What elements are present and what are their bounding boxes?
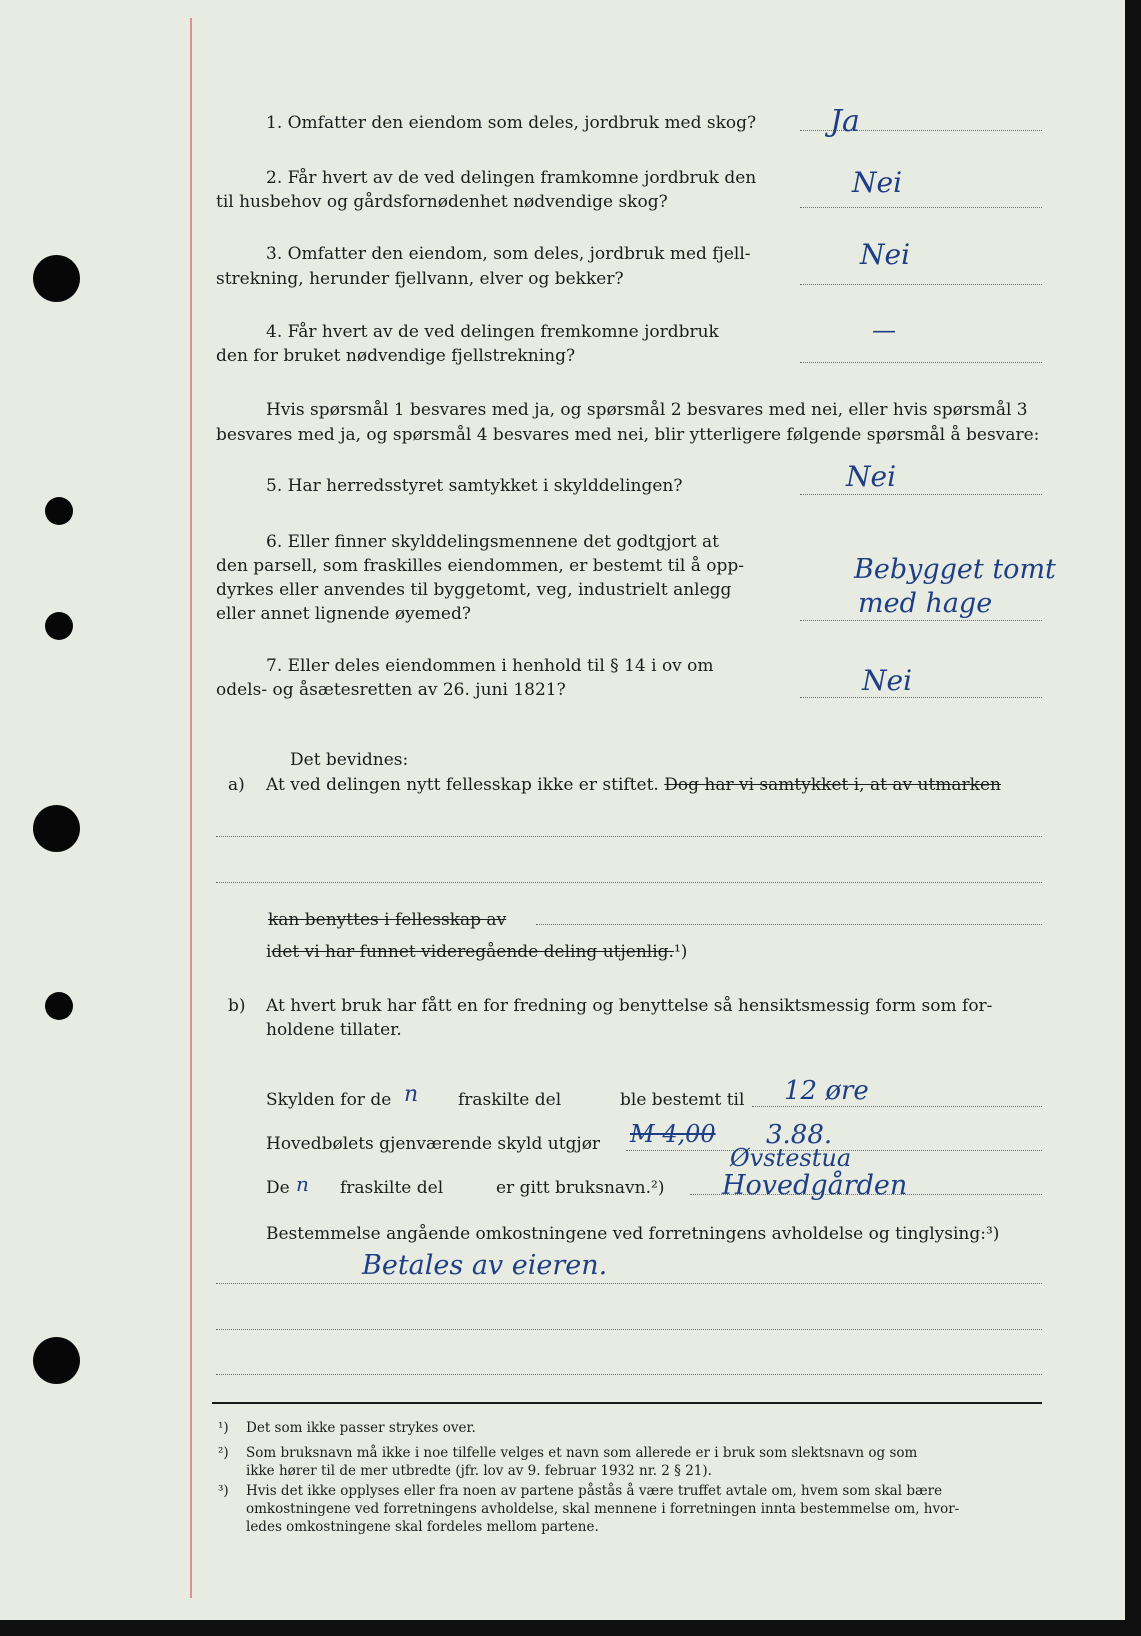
conditional-intro-line-1: Hvis spørsmål 1 besvares med ja, og spørsmål 2 besvares med nei, eller hvis spørsmål 3 (266, 400, 1028, 420)
footnote-rule (212, 1402, 1042, 1404)
answer-line (800, 494, 1042, 495)
answer-2: Nei (852, 166, 903, 199)
struck-fellesskap-line: kan benyttes i fellesskap av (268, 910, 507, 930)
question-2-line-1: 2. Får hvert av de ved delingen framkomne jordbruk den (266, 168, 757, 188)
footnote-2-line-1: Som bruksnavn må ikke i noe tilfelle velges et navn som allerede er i bruk som slektsnavn og som (246, 1445, 918, 1461)
bruksnavn-value: Hovedgården (722, 1170, 908, 1201)
answer-line (800, 207, 1042, 208)
attest-line-2-struck: det vi har funnet videregående deling utjenlig. (271, 942, 674, 962)
skyld-line-1-c: ble bestemt til (620, 1090, 745, 1110)
answer-4: — (872, 316, 896, 344)
punch-hole (33, 255, 80, 302)
answer-7: Nei (862, 664, 913, 697)
attest-a-label: a) (228, 775, 245, 795)
question-3-line-2: strekning, herunder fjellvann, elver og bekker? (216, 269, 624, 289)
bestemmelse-value: Betales av eieren. (362, 1250, 608, 1281)
answer-1: Ja (830, 104, 860, 139)
punch-hole (33, 1337, 80, 1384)
footnote-2-line-2: ikke hører til de mer utbredte (jfr. lov av 9. februar 1932 nr. 2 § 21). (246, 1463, 712, 1479)
question-6-line-3: dyrkes eller anvendes til byggetomt, veg, industrielt anlegg (216, 580, 732, 600)
footnote-1-mark: ¹) (218, 1420, 229, 1436)
punch-hole (45, 612, 73, 640)
skyld-line-2: Hovedbølets gjenværende skyld utgjør (266, 1134, 601, 1154)
question-7-line-2: odels- og åsætesretten av 26. juni 1821? (216, 680, 566, 700)
attest-a-text (266, 773, 1001, 797)
attest-b-line-1: At hvert bruk har fått en for fredning og benyttelse så hensiktsmessig form som for- (266, 996, 993, 1016)
bestemmelse-label: Bestemmelse angående omkostningene ved forretningens avholdelse og tinglysing:³) (266, 1224, 1000, 1244)
answer-line (752, 1106, 1042, 1107)
attest-line-2 (266, 940, 687, 964)
skyld-value: 12 øre (784, 1076, 869, 1106)
answer-line (800, 620, 1042, 621)
skyld-remaining-value: 3.88. (766, 1120, 833, 1150)
punch-hole (33, 805, 80, 852)
attest-heading: Det bevidnes: (290, 750, 409, 770)
footnote-3-line-2: omkostningene ved forretningens avholdelse, skal mennene i forretningen innta bestemmelse om, hvor- (246, 1501, 960, 1517)
blank-line (216, 836, 1042, 837)
attest-b-label: b) (228, 996, 246, 1016)
skyld-line-3-n: n (296, 1172, 309, 1196)
footnote-2-mark: ²) (218, 1445, 229, 1461)
answer-5: Nei (846, 460, 897, 493)
question-6-line-1: 6. Eller finner skylddelingsmennene det godtgjort at (266, 532, 719, 552)
footnote-3-line-3: ledes omkostningene skal fordeles mellom partene. (246, 1519, 599, 1535)
question-3-line-1: 3. Omfatter den eiendom, som deles, jordbruk med fjell- (266, 244, 751, 264)
question-7-line-1: 7. Eller deles eiendommen i henhold til § 14 i ov om (266, 656, 714, 676)
answer-6-line-1: Bebygget tomt (854, 554, 1056, 585)
skyld-line-3-c: er gitt bruksnavn.²) (496, 1178, 665, 1198)
skyld-line-1-a: Skylden for de (266, 1090, 392, 1110)
question-4-line-1: 4. Får hvert av de ved delingen fremkomne jordbruk (266, 322, 719, 342)
punch-hole (45, 992, 73, 1020)
skyld-line-1-n: n (404, 1082, 419, 1107)
margin-line (190, 18, 192, 1598)
answer-line (800, 362, 1042, 363)
footnote-3-line-1: Hvis det ikke opplyses eller fra noen av partene påstås å være truffet avtale om, hvem som skal bære (246, 1483, 943, 1499)
question-6-line-2: den parsell, som fraskilles eiendommen, er bestemt til å opp- (216, 556, 745, 576)
question-1: 1. Omfatter den eiendom som deles, jordbruk med skog? (266, 113, 757, 133)
footnote-3-mark: ³) (218, 1483, 229, 1499)
question-5: 5. Har herredsstyret samtykket i skylddelingen? (266, 476, 683, 496)
skyld-line-3-a: De (266, 1178, 290, 1198)
question-2-line-2: til husbehov og gårdsfornødenhet nødvendige skog? (216, 192, 668, 212)
answer-line (800, 697, 1042, 698)
blank-line (216, 1329, 1042, 1330)
punch-hole (45, 497, 73, 525)
skyld-line-3-b: fraskilte del (340, 1178, 444, 1198)
blank-line (216, 1283, 1042, 1284)
attest-line-2-prefix: i (266, 942, 272, 962)
attest-a-struck: Dog har vi samtykket i, at av utmarken (664, 775, 1001, 795)
conditional-intro-line-2: besvares med ja, og spørsmål 4 besvares med nei, blir ytterligere følgende spørsmål å besvare: (216, 425, 1040, 445)
question-4-line-2: den for bruket nødvendige fjellstrekning? (216, 346, 576, 366)
footnote-1: Det som ikke passer strykes over. (246, 1420, 476, 1436)
blank-line (536, 924, 1042, 925)
bruksnavn-old: Øvstestua (730, 1144, 852, 1172)
answer-3: Nei (860, 238, 911, 271)
question-6-line-4: eller annet lignende øyemed? (216, 604, 471, 624)
skyld-line-1-b: fraskilte del (458, 1090, 562, 1110)
skyld-old-value: M 4,00 (630, 1120, 716, 1148)
attest-a-main: At ved delingen nytt fellesskap ikke er stiftet. (266, 775, 659, 795)
blank-line (216, 882, 1042, 883)
attest-b-line-2: holdene tillater. (266, 1020, 402, 1040)
footnote-ref-1: ¹) (673, 942, 688, 962)
blank-line (216, 1374, 1042, 1375)
answer-6-line-2: med hage (858, 588, 993, 619)
answer-line (800, 284, 1042, 285)
